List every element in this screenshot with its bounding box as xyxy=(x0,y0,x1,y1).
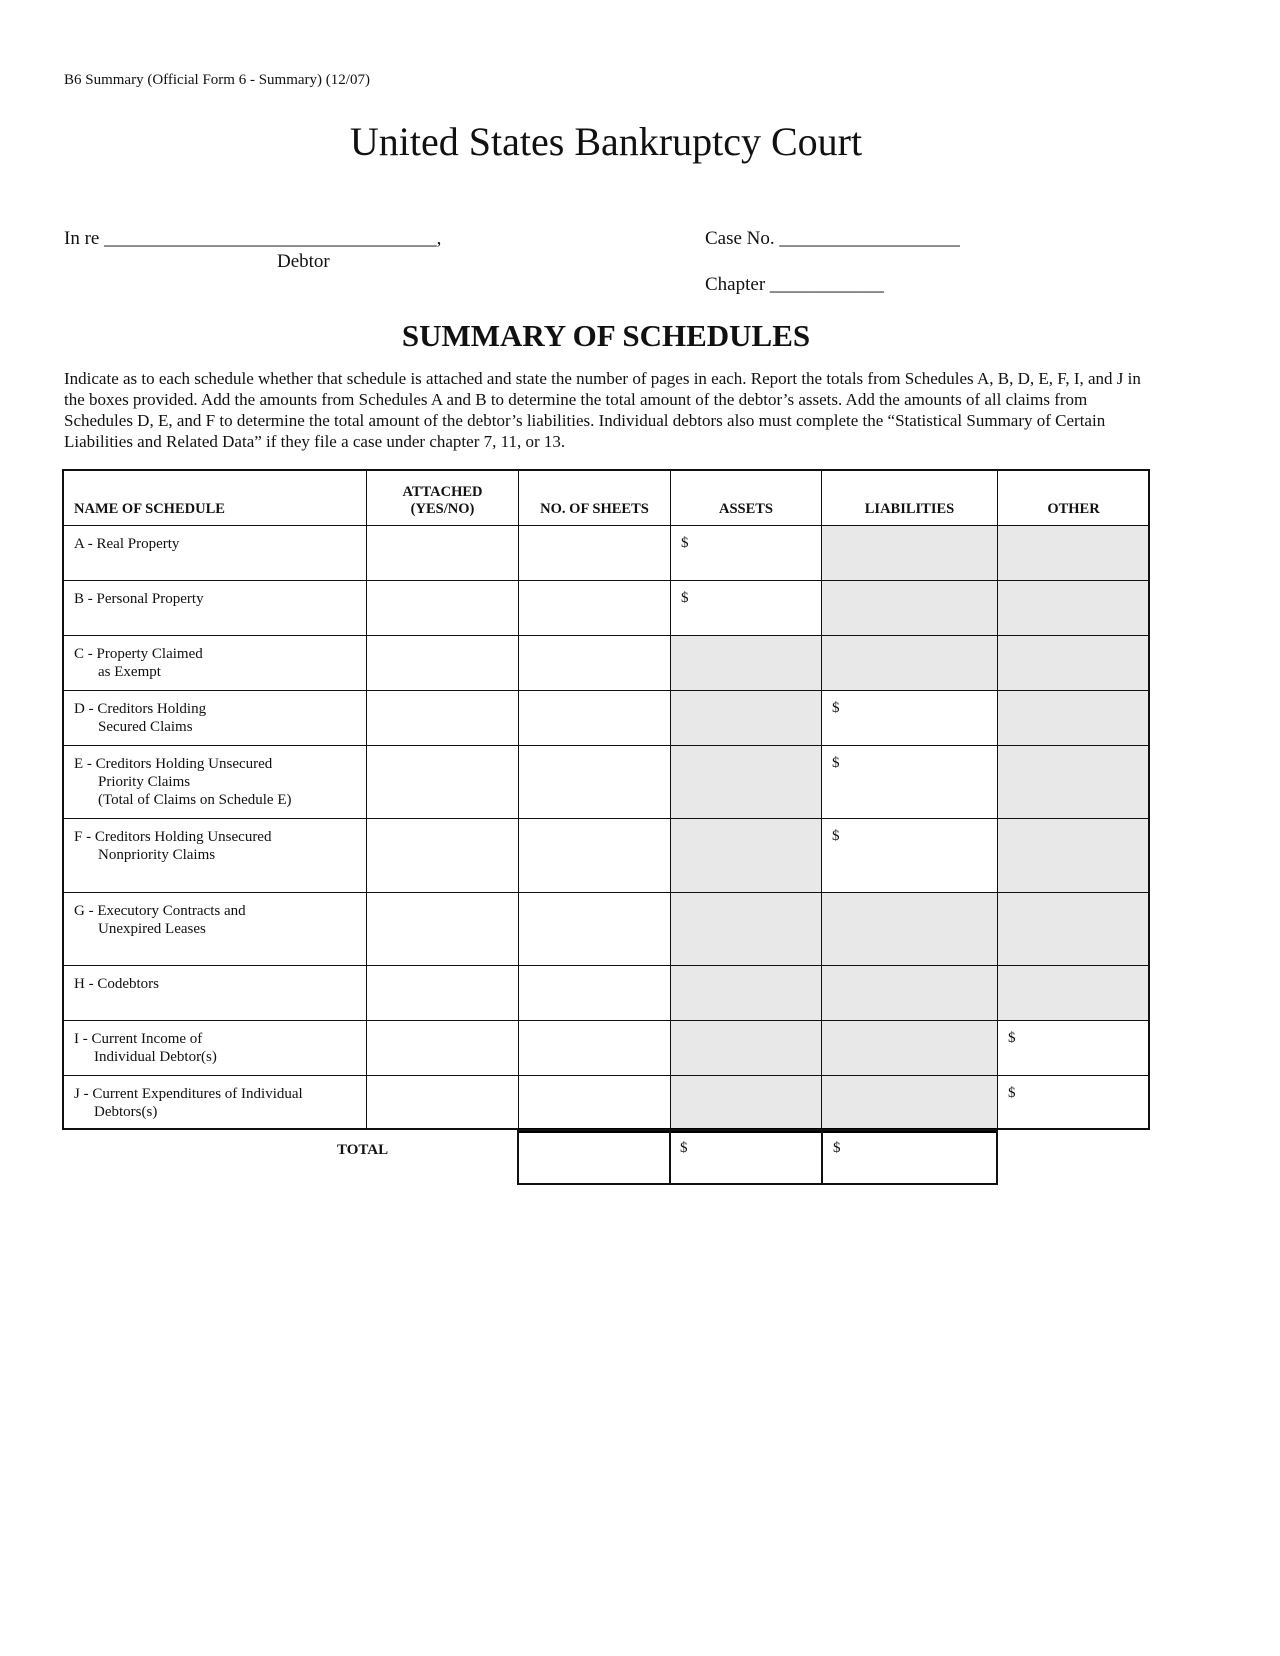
schedule-name-cell xyxy=(63,892,367,966)
other-shaded-cell xyxy=(997,745,1150,819)
total-assets-field[interactable]: $ xyxy=(669,1129,822,1185)
schedule-name-cell xyxy=(63,965,367,1021)
liabilities-shaded-cell xyxy=(821,1020,998,1076)
chapter-line xyxy=(705,274,884,296)
schedule-name-line2: Unexpired Leases xyxy=(98,921,206,937)
assets-amount-field[interactable]: $ xyxy=(670,580,822,636)
attached-yes-no-field[interactable] xyxy=(366,635,519,691)
number-of-sheets-field[interactable] xyxy=(518,1020,671,1076)
schedule-name-line2: Individual Debtor(s) xyxy=(94,1049,217,1065)
in-re-label: In re xyxy=(64,228,100,249)
attached-yes-no-field[interactable] xyxy=(366,580,519,636)
schedule-name-cell xyxy=(63,690,367,746)
liabilities-shaded-cell xyxy=(821,580,998,636)
attached-yes-no-field[interactable] xyxy=(366,818,519,893)
number-of-sheets-field[interactable] xyxy=(518,1075,671,1130)
schedule-name-line1: I - Current Income of xyxy=(74,1031,203,1047)
column-header-assets: ASSETS xyxy=(670,470,822,526)
form-identifier: B6 Summary (Official Form 6 - Summary) (12/07) xyxy=(64,72,370,88)
other-shaded-cell xyxy=(997,690,1150,746)
total-liabilities-field[interactable]: $ xyxy=(821,1129,998,1185)
schedule-name-line1: D - Creditors Holding xyxy=(74,701,207,717)
total-sheets-field[interactable] xyxy=(517,1129,671,1185)
debtor-name-field[interactable]: ___________________________________, xyxy=(104,228,442,249)
other-amount-field[interactable]: $ xyxy=(997,1075,1150,1130)
other-shaded-cell xyxy=(997,525,1150,581)
schedule-name-line2: Priority Claims xyxy=(98,774,191,790)
number-of-sheets-field[interactable] xyxy=(518,580,671,636)
liabilities-shaded-cell xyxy=(821,1075,998,1130)
other-shaded-cell xyxy=(997,965,1150,1021)
schedule-name-line1: F - Creditors Holding Unsecured xyxy=(74,829,272,845)
number-of-sheets-field[interactable] xyxy=(518,892,671,966)
summary-title: SUMMARY OF SCHEDULES xyxy=(401,318,811,353)
attached-yes-no-field[interactable] xyxy=(366,745,519,819)
schedule-name-cell xyxy=(63,1075,367,1130)
in-re-line xyxy=(64,228,441,250)
assets-shaded-cell xyxy=(670,1020,822,1076)
case-number-field[interactable]: ___________________ xyxy=(779,228,960,249)
number-of-sheets-field[interactable] xyxy=(518,818,671,893)
attached-yes-no-field[interactable] xyxy=(366,965,519,1021)
liabilities-amount-field[interactable]: $ xyxy=(821,818,998,893)
other-shaded-cell xyxy=(997,580,1150,636)
schedule-name-line1: G - Executory Contracts and xyxy=(74,903,246,919)
liabilities-shaded-cell xyxy=(821,525,998,581)
chapter-field[interactable]: ____________ xyxy=(769,274,884,295)
schedule-name-line1: C - Property Claimed xyxy=(74,646,203,662)
liabilities-amount-field[interactable]: $ xyxy=(821,690,998,746)
other-shaded-cell xyxy=(997,818,1150,893)
column-header-other: OTHER xyxy=(997,470,1150,526)
column-header-attached xyxy=(366,470,519,526)
assets-shaded-cell xyxy=(670,1075,822,1130)
other-shaded-cell xyxy=(997,892,1150,966)
schedule-name-cell xyxy=(63,525,367,581)
total-label: TOTAL xyxy=(337,1142,389,1158)
schedule-name-cell xyxy=(63,580,367,636)
attached-yes-no-field[interactable] xyxy=(366,690,519,746)
assets-shaded-cell xyxy=(670,818,822,893)
instructions-paragraph xyxy=(64,368,1154,452)
other-amount-field[interactable]: $ xyxy=(997,1020,1150,1076)
attached-yes-no-field[interactable] xyxy=(366,525,519,581)
schedule-name-line1: A - Real Property xyxy=(74,536,180,552)
court-title: United States Bankruptcy Court xyxy=(349,119,863,164)
column-header-name: NAME OF SCHEDULE xyxy=(63,470,367,526)
liabilities-shaded-cell xyxy=(821,635,998,691)
assets-shaded-cell xyxy=(670,745,822,819)
attached-yes-no-field[interactable] xyxy=(366,892,519,966)
schedule-name-line2: as Exempt xyxy=(98,664,161,680)
schedule-name-line1: H - Codebtors xyxy=(74,976,159,992)
case-number-label: Case No. xyxy=(705,228,775,249)
schedule-name-cell xyxy=(63,635,367,691)
schedule-name-line1: E - Creditors Holding Unsecured xyxy=(74,756,273,772)
schedule-name-line1: B - Personal Property xyxy=(74,591,204,607)
attached-yes-no-field[interactable] xyxy=(366,1075,519,1130)
liabilities-amount-field[interactable]: $ xyxy=(821,745,998,819)
number-of-sheets-field[interactable] xyxy=(518,965,671,1021)
column-header-sheets: NO. OF SHEETS xyxy=(518,470,671,526)
schedule-name-cell xyxy=(63,1020,367,1076)
schedule-name-line2: Debtors(s) xyxy=(94,1104,158,1120)
number-of-sheets-field[interactable] xyxy=(518,525,671,581)
other-shaded-cell xyxy=(997,635,1150,691)
schedule-name-line2: Secured Claims xyxy=(98,719,193,735)
schedule-name-cell xyxy=(63,745,367,819)
schedule-name-line1: J - Current Expenditures of Individual xyxy=(74,1086,303,1102)
number-of-sheets-field[interactable] xyxy=(518,635,671,691)
assets-shaded-cell xyxy=(670,965,822,1021)
assets-shaded-cell xyxy=(670,635,822,691)
liabilities-shaded-cell xyxy=(821,892,998,966)
schedule-name-cell xyxy=(63,818,367,893)
instructions-text: Indicate as to each schedule whether that schedule is attached and state the number of pages in each. Report the totals from Schedules A, B, D, E, F, I, and J in the boxes provided. Add the amounts from Schedules A and B to determine the total amount of the debtor’s assets. Add the amounts of all claims from Schedules D, E, and F to determine the total amount of the debtor’s liabilities. Individual debtors also must complete the “Statistical Summary of Certain Liabilities and Related Data” if they file a case under chapter 7, 11, or 13. xyxy=(64,369,1141,451)
case-number-line xyxy=(705,228,960,250)
attached-header-line2: (YES/NO) xyxy=(410,501,475,517)
attached-yes-no-field[interactable] xyxy=(366,1020,519,1076)
assets-shaded-cell xyxy=(670,690,822,746)
schedule-name-line3: (Total of Claims on Schedule E) xyxy=(98,792,292,808)
debtor-label: Debtor xyxy=(277,251,330,272)
chapter-label: Chapter xyxy=(705,274,766,295)
column-header-liabilities: LIABILITIES xyxy=(821,470,998,526)
number-of-sheets-field[interactable] xyxy=(518,745,671,819)
number-of-sheets-field[interactable] xyxy=(518,690,671,746)
schedule-name-line2: Nonpriority Claims xyxy=(98,847,216,863)
liabilities-shaded-cell xyxy=(821,965,998,1021)
assets-shaded-cell xyxy=(670,892,822,966)
assets-amount-field[interactable]: $ xyxy=(670,525,822,581)
attached-header-line1: ATTACHED xyxy=(402,484,483,500)
